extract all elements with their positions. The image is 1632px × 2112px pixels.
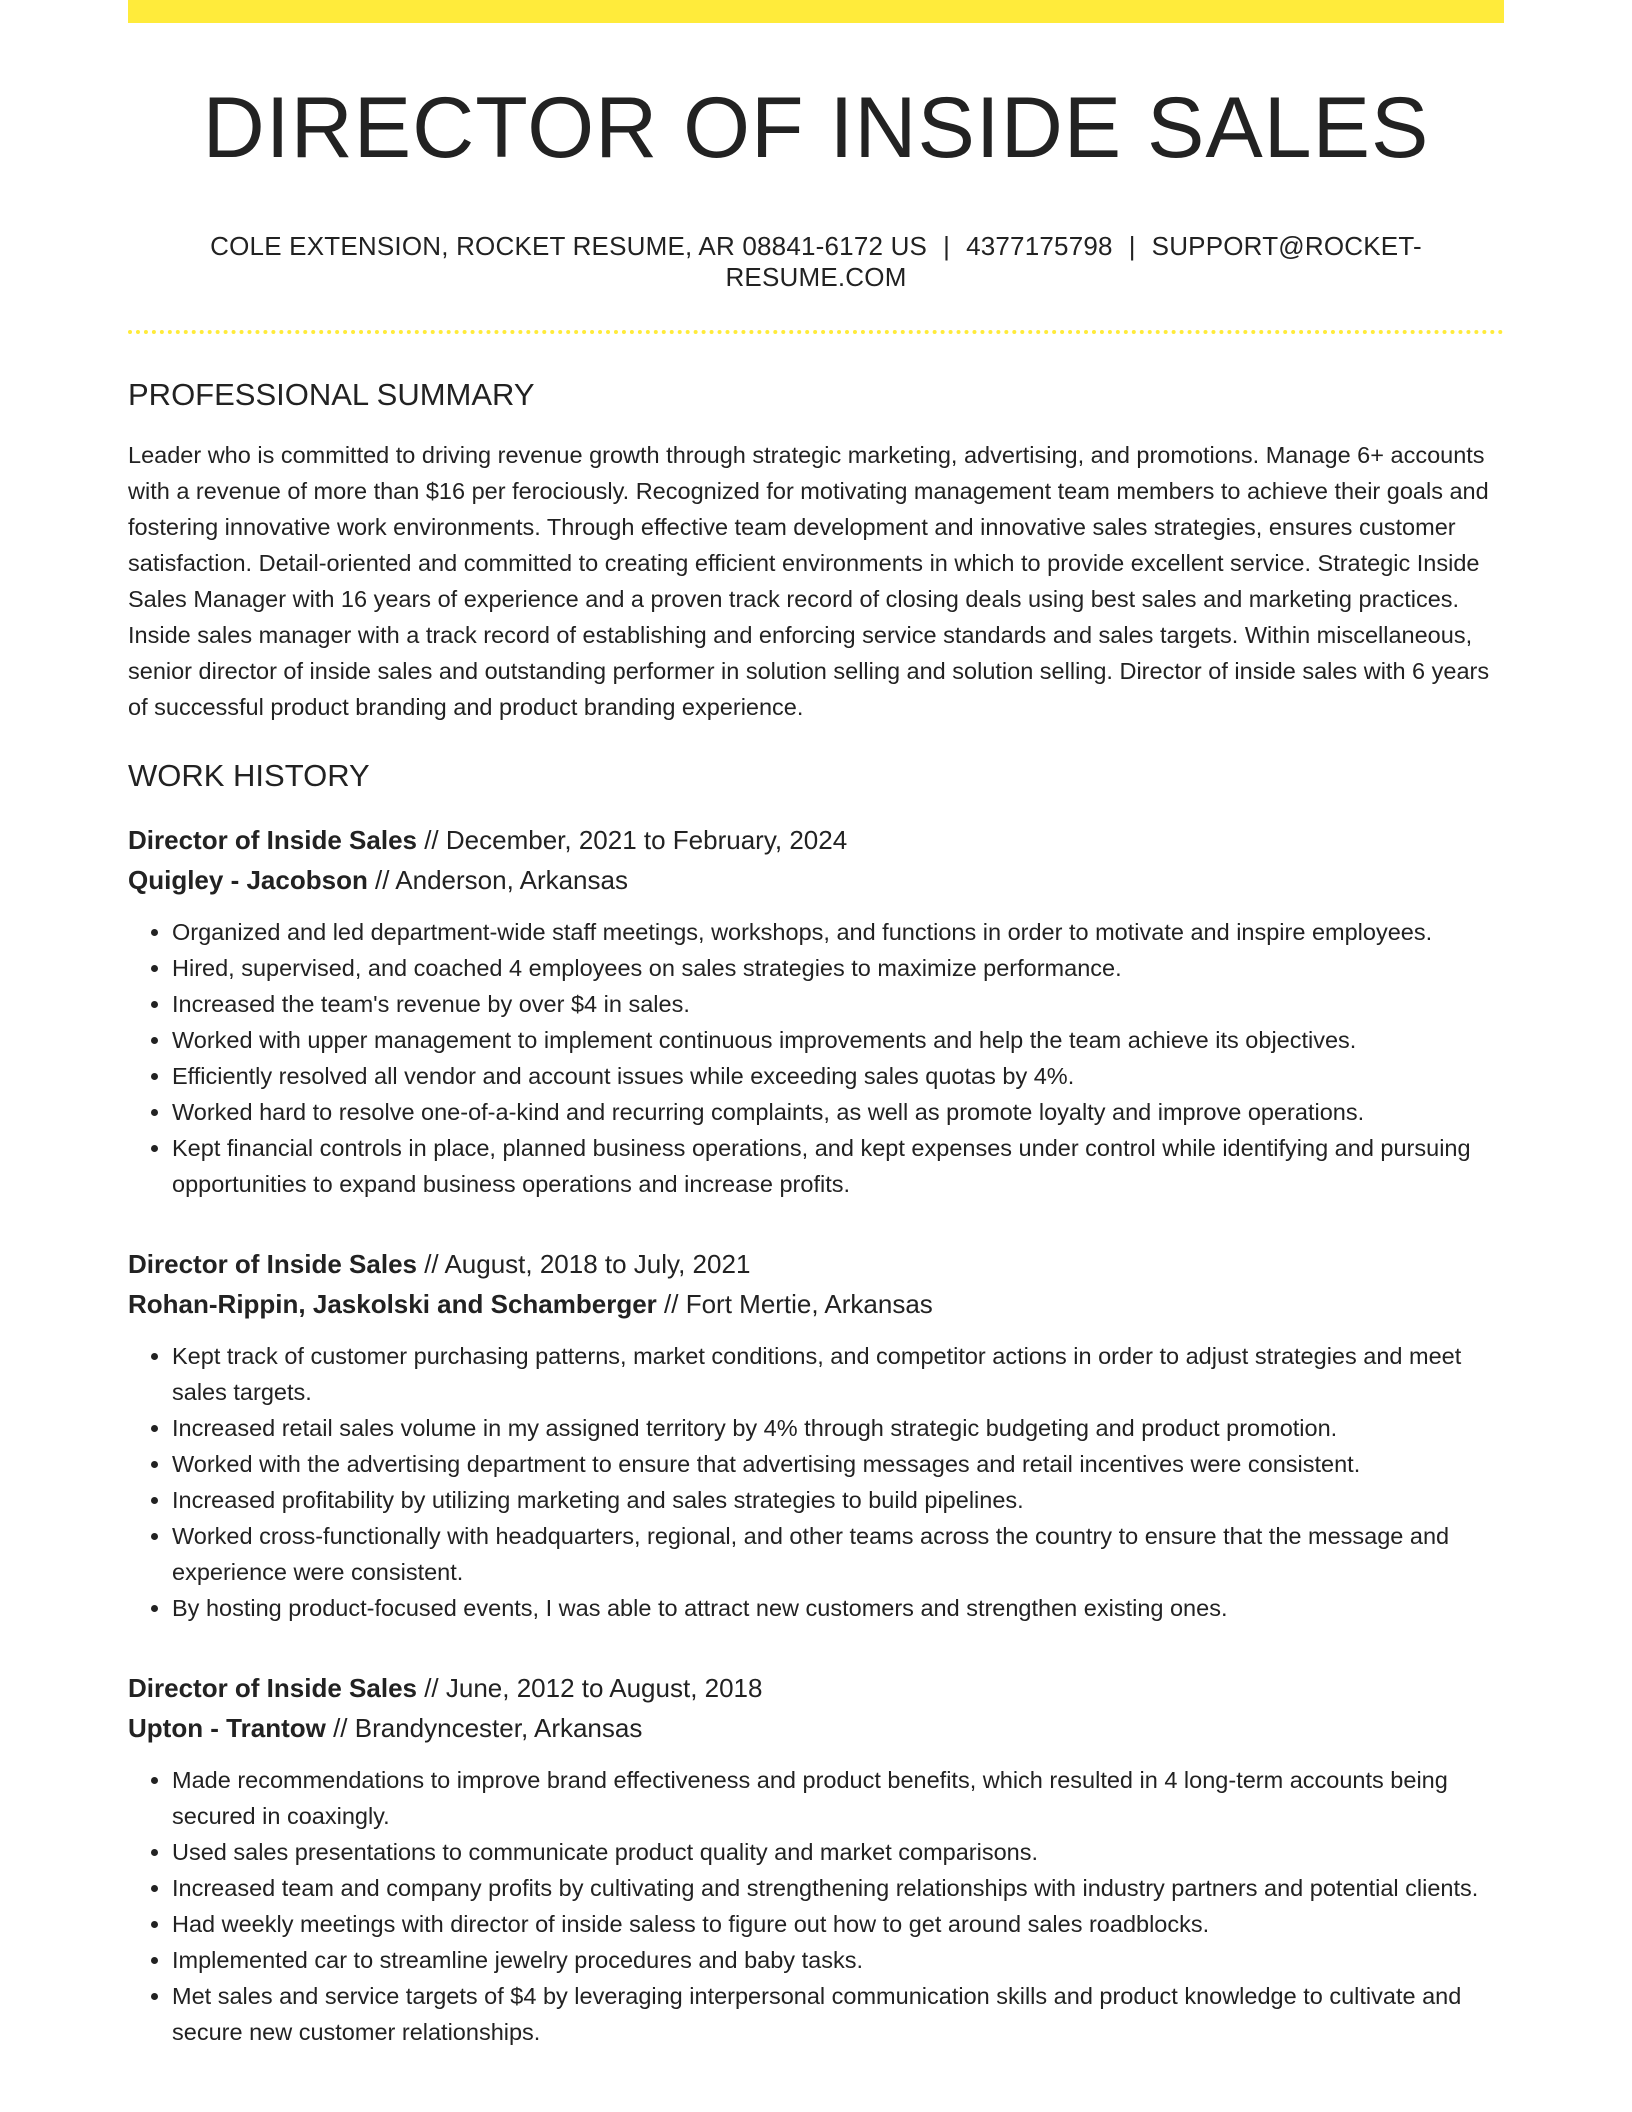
work-history-heading: WORK HISTORY (128, 757, 370, 793)
job-company-line (128, 860, 1504, 900)
job-bullet: • Increased retail sales volume in my assigned territory by 4% through strategic budgeting and product promotion. (172, 1410, 1504, 1446)
job-title: Director of Inside Sales (128, 1673, 417, 1704)
job-dates: // August, 2018 to July, 2021 (416, 1249, 751, 1280)
job-title-line (128, 1244, 1504, 1284)
job-bullet: • Increased team and company profits by cultivating and strengthening relationships with industry partners and potential clients. (172, 1870, 1504, 1906)
job-bullet: • Worked with the advertising department to ensure that advertising messages and retail incentives were consistent. (172, 1446, 1504, 1482)
job-bullet: • Kept financial controls in place, planned business operations, and kept expenses under control while identifying and pursuing opportunities to expand business operations and increase profits. (172, 1130, 1504, 1202)
job-bullets (128, 1338, 1504, 1626)
job-bullets (128, 1762, 1504, 2050)
job-company: Quigley - Jacobson (128, 865, 368, 896)
job-location: // Fort Mertie, Arkansas (656, 1289, 933, 1320)
job-company: Rohan-Rippin, Jaskolski and Schamberger (128, 1289, 657, 1320)
dotted-divider (128, 330, 1504, 334)
job-bullet: • Made recommendations to improve brand effectiveness and product benefits, which resulted in 4 long-term accounts being secured in coaxingly. (172, 1762, 1504, 1834)
job-dates: // June, 2012 to August, 2018 (416, 1673, 763, 1704)
contact-phone: 4377175798 (966, 231, 1113, 262)
contact-separator: | (1128, 231, 1136, 262)
job-location: // Anderson, Arkansas (367, 865, 628, 896)
job-entry (128, 1244, 1504, 1626)
job-bullet: • Worked cross-functionally with headquarters, regional, and other teams across the country to ensure that the message and experience were consistent. (172, 1518, 1504, 1590)
job-location: // Brandyncester, Arkansas (325, 1713, 643, 1744)
contact-address: COLE EXTENSION, ROCKET RESUME, AR 08841-6172 US (210, 231, 928, 262)
summary-heading: PROFESSIONAL SUMMARY (128, 376, 535, 412)
job-bullet: • Had weekly meetings with director of inside saless to figure out how to get around sales roadblocks. (172, 1906, 1504, 1942)
job-title-line (128, 1668, 1504, 1708)
job-bullet: • Organized and led department-wide staff meetings, workshops, and functions in order to motivate and inspire employees. (172, 914, 1504, 950)
job-bullet: • Worked with upper management to implement continuous improvements and help the team achieve its objectives. (172, 1022, 1504, 1058)
work-history-list (128, 820, 1504, 2050)
job-bullet: • By hosting product-focused events, I was able to attract new customers and strengthen existing ones. (172, 1590, 1504, 1626)
job-company-line (128, 1284, 1504, 1324)
resume-page (128, 0, 1504, 2050)
contact-separator: | (943, 231, 951, 262)
job-title: Director of Inside Sales (128, 825, 417, 856)
resume-title: DIRECTOR OF INSIDE SALES (202, 80, 1430, 176)
job-bullet: • Efficiently resolved all vendor and account issues while exceeding sales quotas by 4%. (172, 1058, 1504, 1094)
contact-line (128, 231, 1504, 293)
job-company: Upton - Trantow (128, 1713, 326, 1744)
job-bullet: • Implemented car to streamline jewelry procedures and baby tasks. (172, 1942, 1504, 1978)
job-bullet: • Hired, supervised, and coached 4 employees on sales strategies to maximize performance. (172, 950, 1504, 986)
job-entry (128, 820, 1504, 1202)
job-bullets (128, 914, 1504, 1202)
job-bullet: • Met sales and service targets of $4 by leveraging interpersonal communication skills and product knowledge to cultivate and secure new customer relationships. (172, 1978, 1504, 2050)
contact-email: SUPPORT@ROCKET-RESUME.COM (725, 231, 1422, 293)
job-title-line (128, 820, 1504, 860)
job-bullet: • Worked hard to resolve one-of-a-kind and recurring complaints, as well as promote loyalty and improve operations. (172, 1094, 1504, 1130)
job-title: Director of Inside Sales (128, 1249, 417, 1280)
job-dates: // December, 2021 to February, 2024 (416, 825, 848, 856)
job-entry (128, 1668, 1504, 2050)
job-bullet: • Increased the team's revenue by over $4 in sales. (172, 986, 1504, 1022)
summary-text: Leader who is committed to driving revenue growth through strategic marketing, advertising, and promotions. Manage 6+ accounts with a revenue of more than $16 per ferociously. Recognized for motivating management team members to achieve their goals and fostering innovative work environments. Through effective team development and innovative sales strategies, ensures customer satisfaction. Detail-oriented and committed to creating efficient environments in which to provide excellent service. Strategic Inside Sales Manager with 16 years of experience and a proven track record of closing deals using best sales and marketing practices. Inside sales manager with a track record of establishing and enforcing service standards and sales targets. Within miscellaneous, senior director of inside sales and outstanding performer in solution selling and solution selling. Director of inside sales with 6 years of successful product branding and product branding experience. (128, 441, 1490, 720)
job-company-line (128, 1708, 1504, 1748)
accent-top-bar (128, 0, 1504, 23)
job-bullet: • Increased profitability by utilizing marketing and sales strategies to build pipelines. (172, 1482, 1504, 1518)
job-bullet: • Used sales presentations to communicate product quality and market comparisons. (172, 1834, 1504, 1870)
job-bullet: • Kept track of customer purchasing patterns, market conditions, and competitor actions in order to adjust strategies and meet sales targets. (172, 1338, 1504, 1410)
